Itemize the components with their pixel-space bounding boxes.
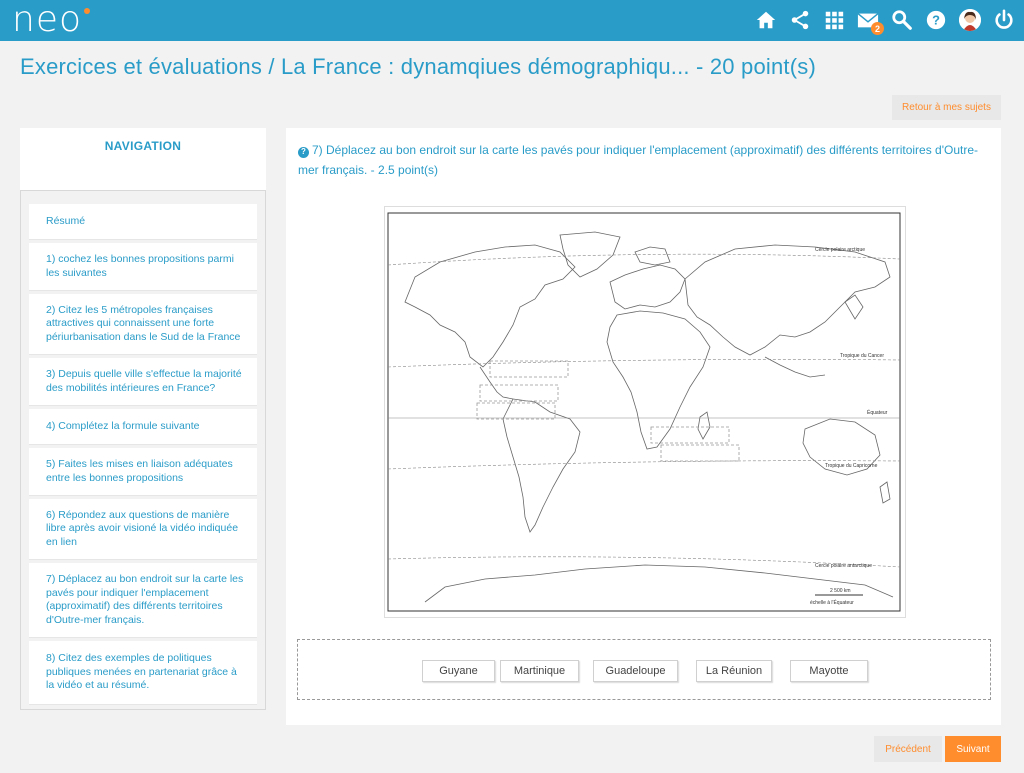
tropic-cancer-label: Tropique du Cancer — [840, 353, 885, 359]
nav-item-summary[interactable]: Résumé — [29, 204, 257, 240]
nav-item-q5[interactable]: 5) Faites les mises en liaison adéquates entre les bonnes propositions — [29, 448, 257, 496]
antarctic-circle-label: Cercle polaire antarctique — [815, 563, 872, 569]
apps-grid-icon[interactable] — [822, 8, 846, 32]
equator-label: Équateur — [867, 410, 888, 416]
logo[interactable] — [12, 2, 90, 38]
scale-label: 2 500 km — [830, 588, 851, 594]
avatar[interactable] — [958, 8, 982, 32]
nav-item-q2[interactable]: 2) Citez les 5 métropoles françaises attractives qui connaissent une forte périurbanisation dans le Sud de la France — [29, 294, 257, 355]
home-icon[interactable] — [754, 8, 778, 32]
navigation-header — [20, 128, 266, 190]
share-icon[interactable] — [788, 8, 812, 32]
navigation-panel — [20, 128, 266, 710]
question-panel — [286, 128, 1001, 725]
mail-icon[interactable] — [856, 8, 880, 32]
question-text: ? 7) Déplacez au bon endroit sur la carte les pavés pour indiquer l'emplacement (approximatif) des différents territoires d'Outre-mer français. - 2.5 point(s) — [298, 143, 979, 177]
previous-button[interactable]: Précédent — [874, 736, 942, 762]
question-icon: ? — [298, 147, 309, 158]
nav-item-q6[interactable]: 6) Répondez aux questions de manière libre après avoir visioné la vidéo indiquée en lien — [29, 499, 257, 560]
navigation-title: NAVIGATION — [104, 139, 182, 153]
chip-mayotte[interactable]: Mayotte — [790, 660, 868, 682]
help-icon[interactable] — [924, 8, 948, 32]
top-icons — [754, 6, 1016, 34]
nav-item-q4[interactable]: 4) Complétez la formule suivante — [29, 409, 257, 445]
chip-pool[interactable] — [297, 639, 991, 700]
next-button[interactable]: Suivant — [945, 736, 1001, 762]
logo-text: neo — [12, 0, 82, 40]
tropic-capricorn-label: Tropique du Capricorne — [825, 463, 878, 469]
power-icon[interactable] — [992, 8, 1016, 32]
nav-item-q1[interactable]: 1) cochez les bonnes propositions parmi les suivantes — [29, 243, 257, 291]
chip-guadeloupe[interactable]: Guadeloupe — [593, 660, 678, 682]
page-title: Exercices et évaluations / La France : dynamqiues démographiqu... - 20 point(s) — [20, 54, 816, 79]
logo-dot — [84, 8, 90, 14]
chip-martinique[interactable]: Martinique — [500, 660, 579, 682]
scale-note: échelle à l'Équateur — [810, 600, 854, 606]
chip-guyane[interactable]: Guyane — [422, 660, 495, 682]
search-icon[interactable] — [890, 8, 914, 32]
chip-la-reunion[interactable]: La Réunion — [696, 660, 772, 682]
navigation-list — [20, 190, 266, 710]
world-map[interactable] — [384, 206, 906, 618]
nav-item-q7[interactable]: 7) Déplacez au bon endroit sur la carte les pavés pour indiquer l'emplacement (approximatif) des différents territoires d'Outre-mer français. — [29, 563, 257, 638]
svg-text:?: ? — [932, 12, 940, 28]
back-to-subjects-button[interactable]: Retour à mes sujets — [892, 95, 1001, 120]
nav-item-q3[interactable]: 3) Depuis quelle ville s'effectue la majorité des mobilités intérieures en France? — [29, 358, 257, 406]
nav-item-q8[interactable]: 8) Citez des exemples de politiques publiques menées en partenariat grâce à la vidéo et au résumé. — [29, 641, 257, 705]
arctic-circle-label: Cercle polaire arctique — [815, 247, 866, 253]
top-bar — [0, 0, 1024, 41]
mail-badge: 2 — [871, 22, 884, 35]
